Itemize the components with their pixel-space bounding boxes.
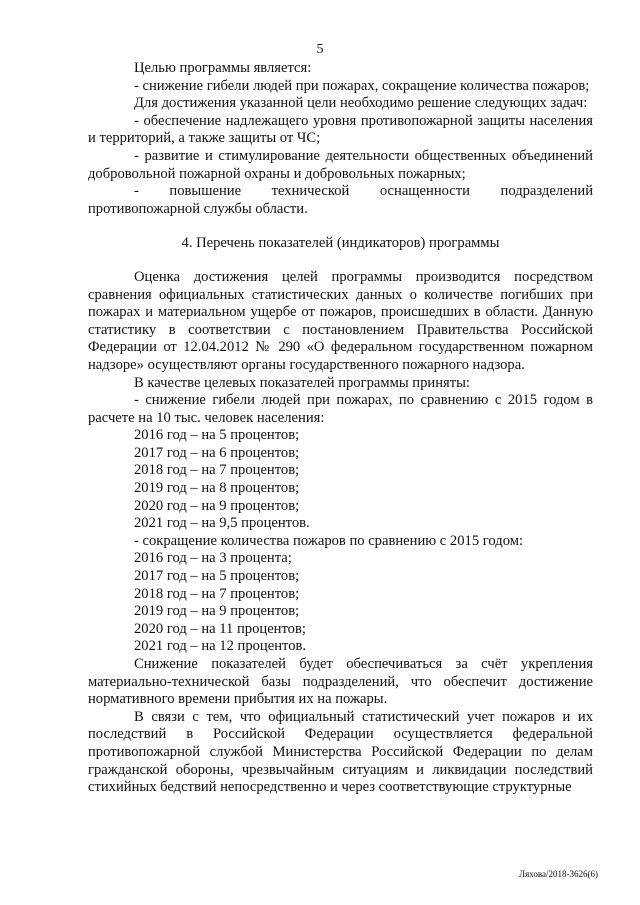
list-item: 2017 год – на 6 процентов;	[134, 444, 300, 461]
task-item: - обеспечение надлежащего уровня противопожарной защиты населения и территорий, а также защиты от ЧС;	[88, 112, 593, 147]
deaths-indicator-list	[88, 427, 593, 656]
list-item: 2018 год – на 7 процентов;	[134, 462, 300, 479]
paragraph: В качестве целевых показателей программы приняты:	[134, 374, 470, 391]
task-item: - повышение технической оснащенности подразделений противопожарной службы области.	[88, 183, 593, 217]
list-item: 2016 год – на 5 процентов;	[134, 427, 300, 444]
list-item: 2021 год – на 12 процентов.	[134, 638, 307, 655]
document-body	[88, 60, 593, 797]
list-item: 2021 год – на 9,5 процентов.	[134, 515, 310, 532]
goals-intro: Целью программы является:	[134, 60, 312, 76]
list-item: 2020 год – на 9 процентов;	[134, 497, 300, 514]
list-item: 2017 год – на 5 процентов;	[134, 568, 300, 585]
list-item: 2019 год – на 8 процентов;	[134, 480, 300, 497]
goal-item: - снижение гибели людей при пожарах, сокращение количества пожаров;	[134, 77, 590, 94]
footer-document-code: Ляхова/2018-3626(6)	[518, 869, 598, 879]
paragraph: Оценка достижения целей программы производится посредством сравнения официальных статистических данных о количестве погибших при пожарах и материальном ущербе от пожаров, происшедших в области. Данную статистику в соответствии с постановлением Правительства Российской Федерации от 12.04.2012 № 290 «О федеральном государственном пожарном надзоре» осуществляют органы государственного пожарного надзора.	[88, 268, 593, 373]
section-heading: 4. Перечень показателей (индикаторов) программы	[181, 235, 500, 252]
list-item: 2018 год – на 7 процентов;	[134, 585, 300, 602]
list-item: 2020 год – на 11 процентов;	[134, 620, 306, 637]
deaths-indicator-intro: - снижение гибели людей при пожарах, по сравнению с 2015 годом в расчете на 10 тыс. человек населения:	[88, 392, 593, 426]
page-number: 5	[316, 42, 324, 57]
list-item: 2016 год – на 3 процента;	[134, 550, 292, 567]
paragraph: В связи с тем, что официальный статистический учет пожаров и их последствий в Российской Федерации осуществляется федеральной противопожарной службой Министерства Российской Федерации по делам гражданской обороны, чрезвычайным ситуациям и ликвидации последствий стихийных бедствий непосредственно и через соответствующие структурные	[88, 708, 593, 796]
tasks-intro: Для достижения указанной цели необходимо решение следующих задач:	[134, 95, 588, 112]
task-item: - развитие и стимулирование деятельности общественных объединений добровольной пожарной охраны и добровольных пожарных;	[88, 147, 593, 182]
fires-indicator-intro: - сокращение количества пожаров по сравнению с 2015 годом:	[134, 532, 523, 549]
paragraph: Снижение показателей будет обеспечиваться за счёт укрепления материально-технической базы подразделений, что обеспечит достижение нормативного времени прибытия их на пожары.	[88, 656, 593, 708]
list-item: 2019 год – на 9 процентов;	[134, 603, 300, 620]
